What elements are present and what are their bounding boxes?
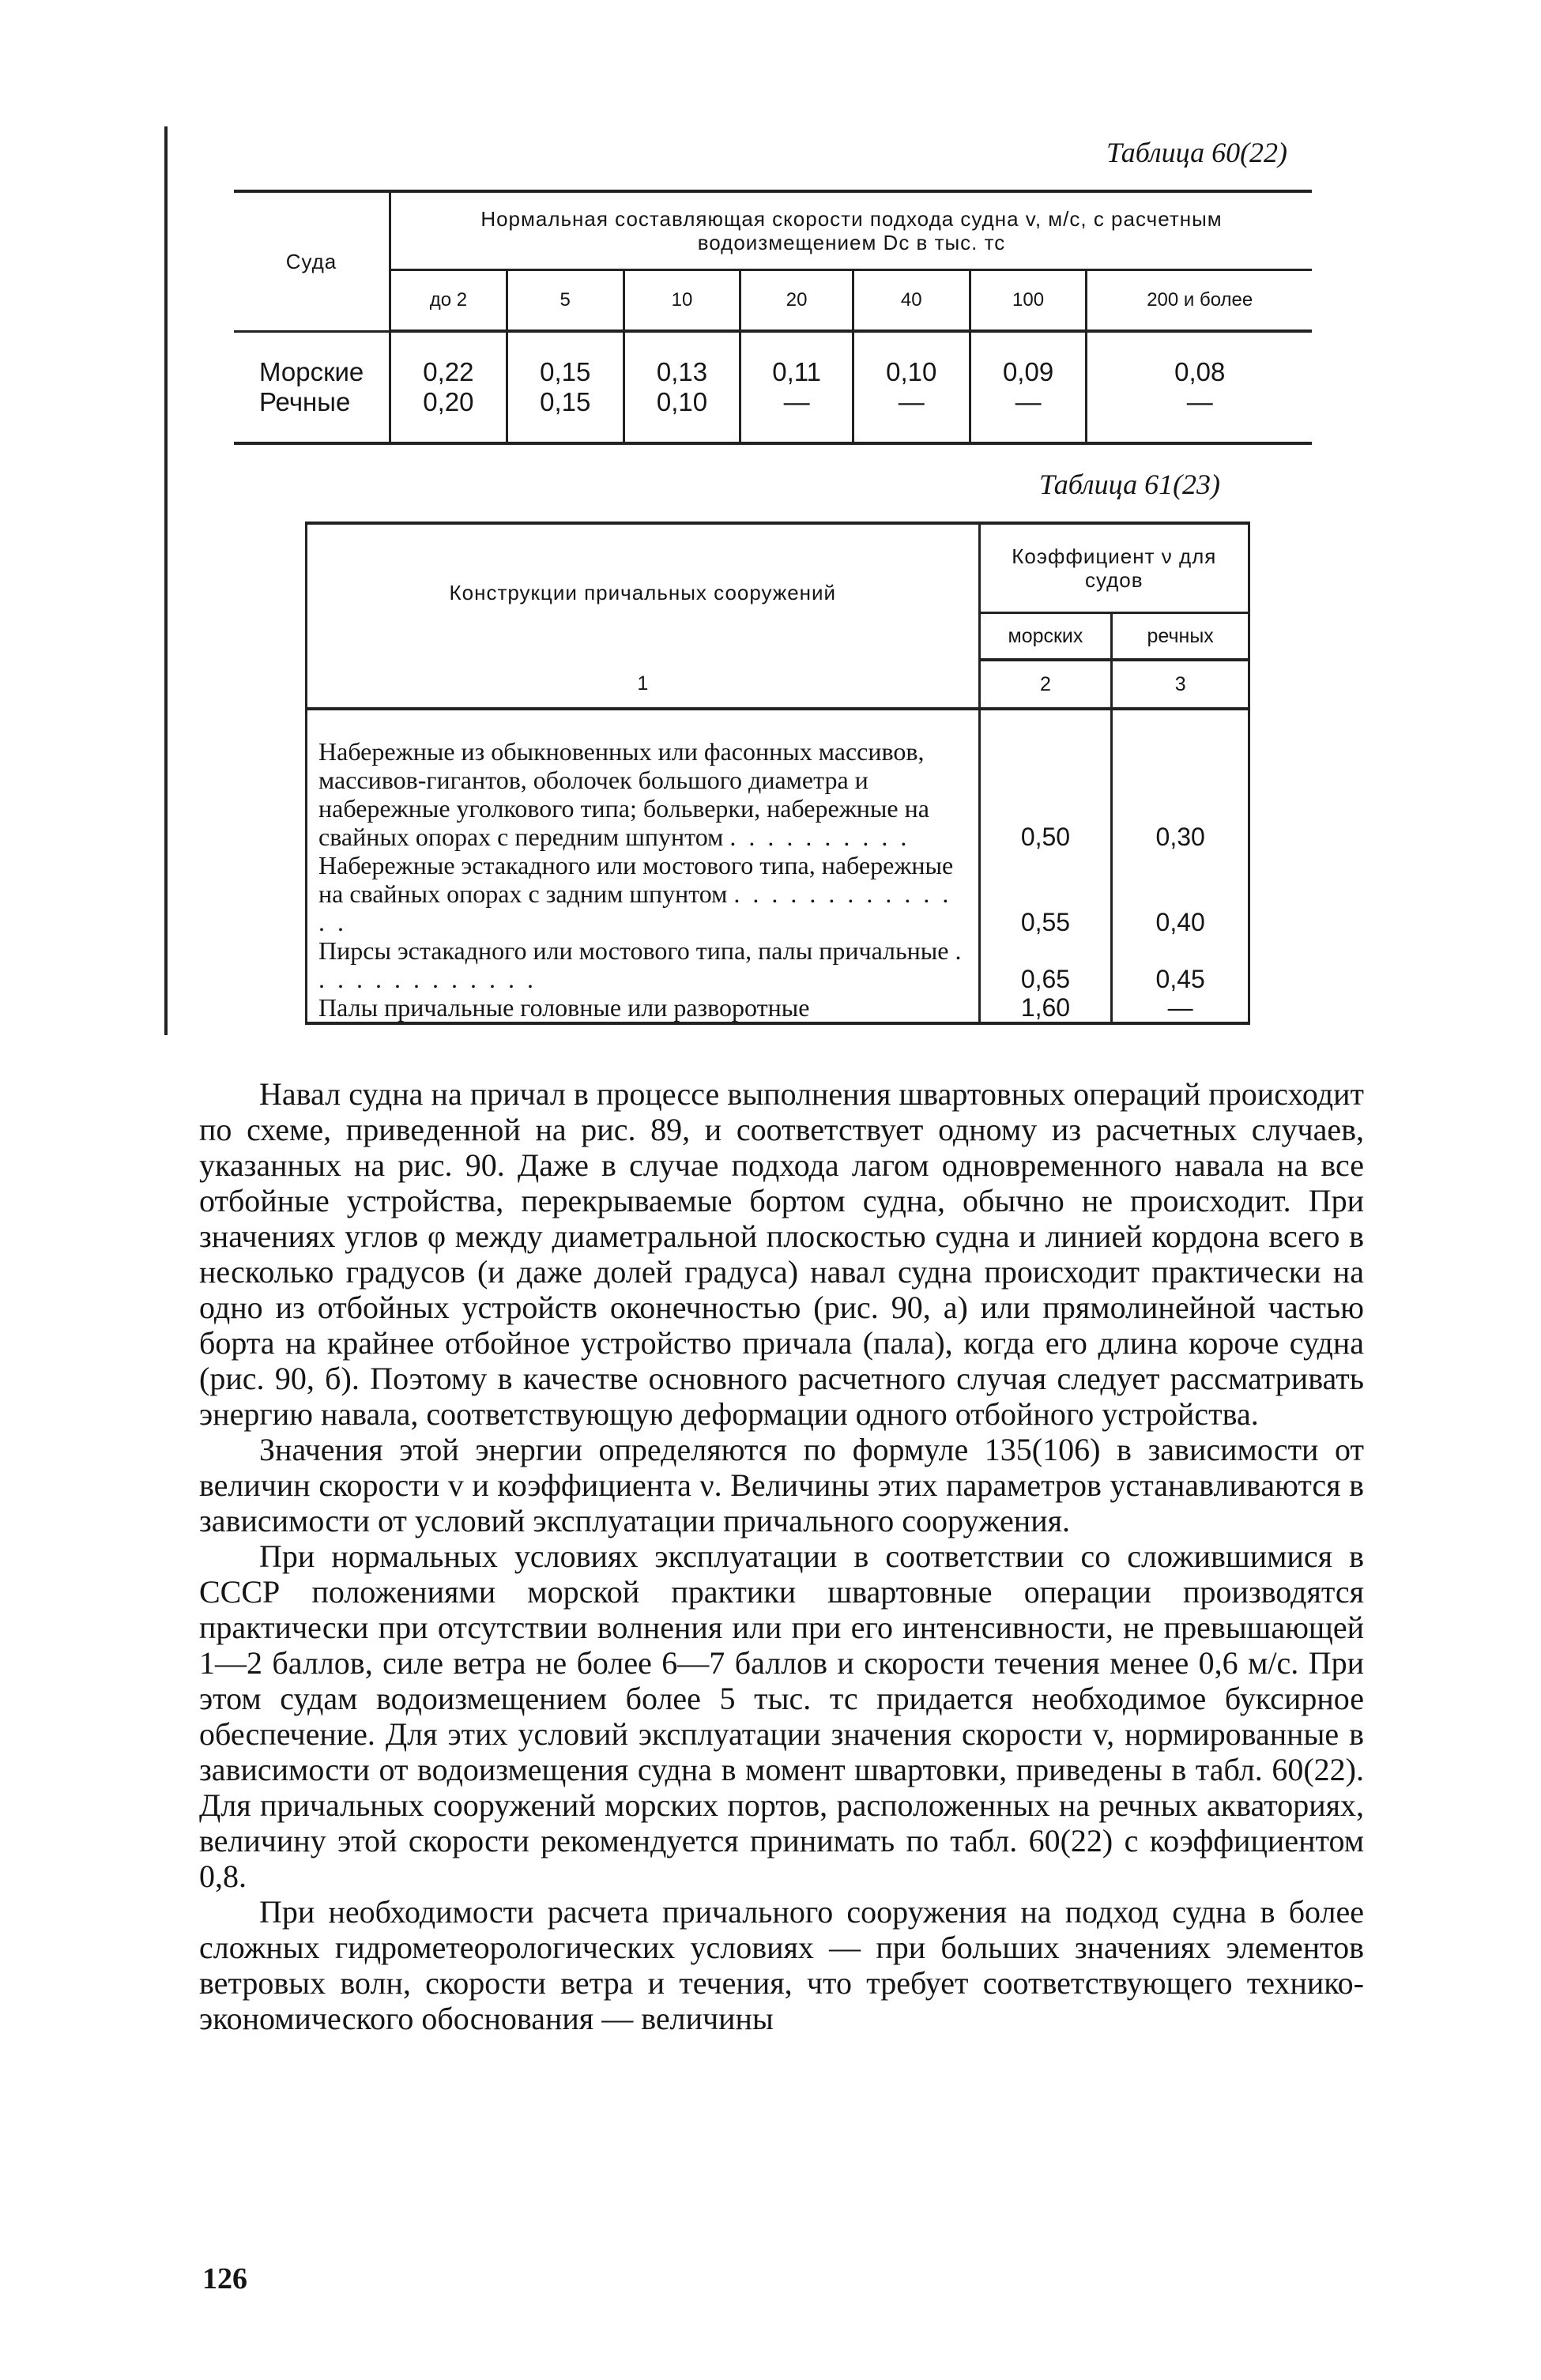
sub-header-sea: морских [979, 613, 1112, 661]
vessel-cell [234, 331, 390, 443]
table-61 [305, 522, 1250, 1025]
speed-cell [507, 331, 624, 443]
sea-coefficient: 0,65 [979, 936, 1112, 993]
speed-cell [624, 331, 740, 443]
speed-value: — [783, 387, 810, 416]
sea-coefficient: 0,55 [979, 851, 1112, 936]
paragraph: Значения этой энергии определяются по формуле 135(106) в зависимости от величин скорости v и коэффициента ν. Величины этих параметров устанавливаются в зависимости от условий эксплуатации причального сооружения. [199, 1432, 1364, 1538]
sea-coefficient: 0,50 [979, 737, 1112, 851]
speed-value: — [898, 387, 925, 416]
paragraph: Навал судна на причал в процессе выполнения швартовных операций происходит по схеме, приведенной на рис. 89, и соответствует одному из расчетных случаев, указанных на рис. 90. Даже в случае подхода лагом одновременного навала на все отбойные устройства, перекрываемые бортом судна, обычно не происходит. При значениях углов φ между диаметральной плоскостью судна и линией кордона всего в несколько градусов (и даже долей градуса) навал судна происходит практически на одно из отбойных устройств оконечностью (рис. 90, а) или прямолинейной частью борта на крайнее отбойное устройство причала (пала), когда его длина короче судна (рис. 90, б). Поэтому в качестве основного расчетного случая следует рассматривать энергию навала, соответствующую деформации одного отбойного устройства. [199, 1076, 1364, 1432]
speed-value: 0,10 [886, 357, 937, 386]
speed-value: 0,22 [423, 357, 474, 386]
speed-value: 0,10 [656, 387, 708, 416]
vessel-name: Речные [259, 386, 351, 416]
sub-header-river: речных [1112, 613, 1249, 661]
coefficient-header: Коэффициент ν для судов [979, 523, 1249, 613]
vessel-column-header: Суда [234, 191, 390, 331]
column-header: 200 и более [1087, 270, 1312, 332]
table-row [307, 737, 1249, 851]
column-number: 2 [979, 660, 1112, 709]
construction-header: Конструкции причальных сооружений [307, 523, 980, 660]
vessel-name: Морские [259, 356, 364, 386]
speed-cell [970, 331, 1087, 443]
speed-value: — [1015, 387, 1042, 416]
column-header: 100 [970, 270, 1087, 332]
speed-cell [390, 331, 507, 443]
table-row [307, 851, 1249, 936]
construction-text: Набережные из обыкновенных или фасонных массивов, массивов-гигантов, оболочек большого диаметра и набережные уголкового типа; больверки, набережные на свайных опорах с передним шпунтом . . . . . . . . . . [307, 737, 980, 851]
speed-header: Нормальная составляющая скорости подхода судна v, м/с, с расчетным водоизмещением Dс в тыс. тс [390, 191, 1313, 270]
speed-value: 0,13 [656, 357, 708, 386]
table-row [307, 936, 1249, 993]
margin-rule [164, 126, 168, 1035]
body-text [199, 1076, 1364, 2036]
speed-value: 0,09 [1002, 357, 1054, 386]
table-60-caption: Таблица 60(22) [1106, 137, 1288, 168]
river-coefficient: 0,40 [1112, 851, 1249, 936]
construction-text: Палы причальные головные или разворотные [307, 993, 980, 1023]
speed-value: 0,15 [540, 387, 591, 416]
page-number: 126 [202, 2262, 247, 2295]
column-number: 3 [1112, 660, 1249, 709]
river-coefficient: 0,45 [1112, 936, 1249, 993]
paragraph: При необходимости расчета причального сооружения на подход судна в более сложных гидрометеорологических условиях — при больших значениях элементов ветровых волн, скорости ветра и течения, что требует соответствующего технико-экономического обоснования — величины [199, 1894, 1364, 2036]
table-61-caption: Таблица 61(23) [1039, 469, 1221, 500]
table-60 [234, 190, 1312, 445]
construction-text: Набережные эстакадного или мостового типа, набережные на свайных опорах с задним шпунтом . . . . . . . . . . . . . . [307, 851, 980, 936]
table-row [307, 993, 1249, 1023]
speed-cell [1087, 331, 1312, 443]
column-header: 20 [740, 270, 853, 332]
sea-coefficient: 1,60 [979, 993, 1112, 1023]
river-coefficient: — [1112, 993, 1249, 1023]
speed-value: 0,11 [772, 357, 822, 386]
speed-value: 0,20 [423, 387, 474, 416]
column-header: 10 [624, 270, 740, 332]
column-number: 1 [307, 660, 980, 709]
column-header: 40 [853, 270, 970, 332]
column-header: 5 [507, 270, 624, 332]
construction-text: Пирсы эстакадного или мостового типа, палы причальные . . . . . . . . . . . . . [307, 936, 980, 993]
speed-cell [740, 331, 853, 443]
speed-value: 0,15 [540, 357, 591, 386]
speed-value: — [1186, 387, 1213, 416]
paragraph: При нормальных условиях эксплуатации в соответствии со сложившимися в СССР положениями морской практики швартовные операции производятся практически при отсутствии волнения или при его интенсивности, не превышающей 1—2 баллов, силе ветра не более 6—7 баллов и скорости течения менее 0,6 м/с. При этом судам водоизмещением более 5 тыс. тс придается необходимое буксирное обеспечение. Для этих условий эксплуатации значения скорости v, нормированные в зависимости от водоизмещения судна в момент швартовки, приведены в табл. 60(22). Для причальных сооружений морских портов, расположенных на речных акваториях, величину этой скорости рекомендуется принимать по табл. 60(22) с коэффициентом 0,8. [199, 1538, 1364, 1894]
speed-value: 0,08 [1174, 357, 1226, 386]
river-coefficient: 0,30 [1112, 737, 1249, 851]
speed-cell [853, 331, 970, 443]
column-header: до 2 [390, 270, 507, 332]
